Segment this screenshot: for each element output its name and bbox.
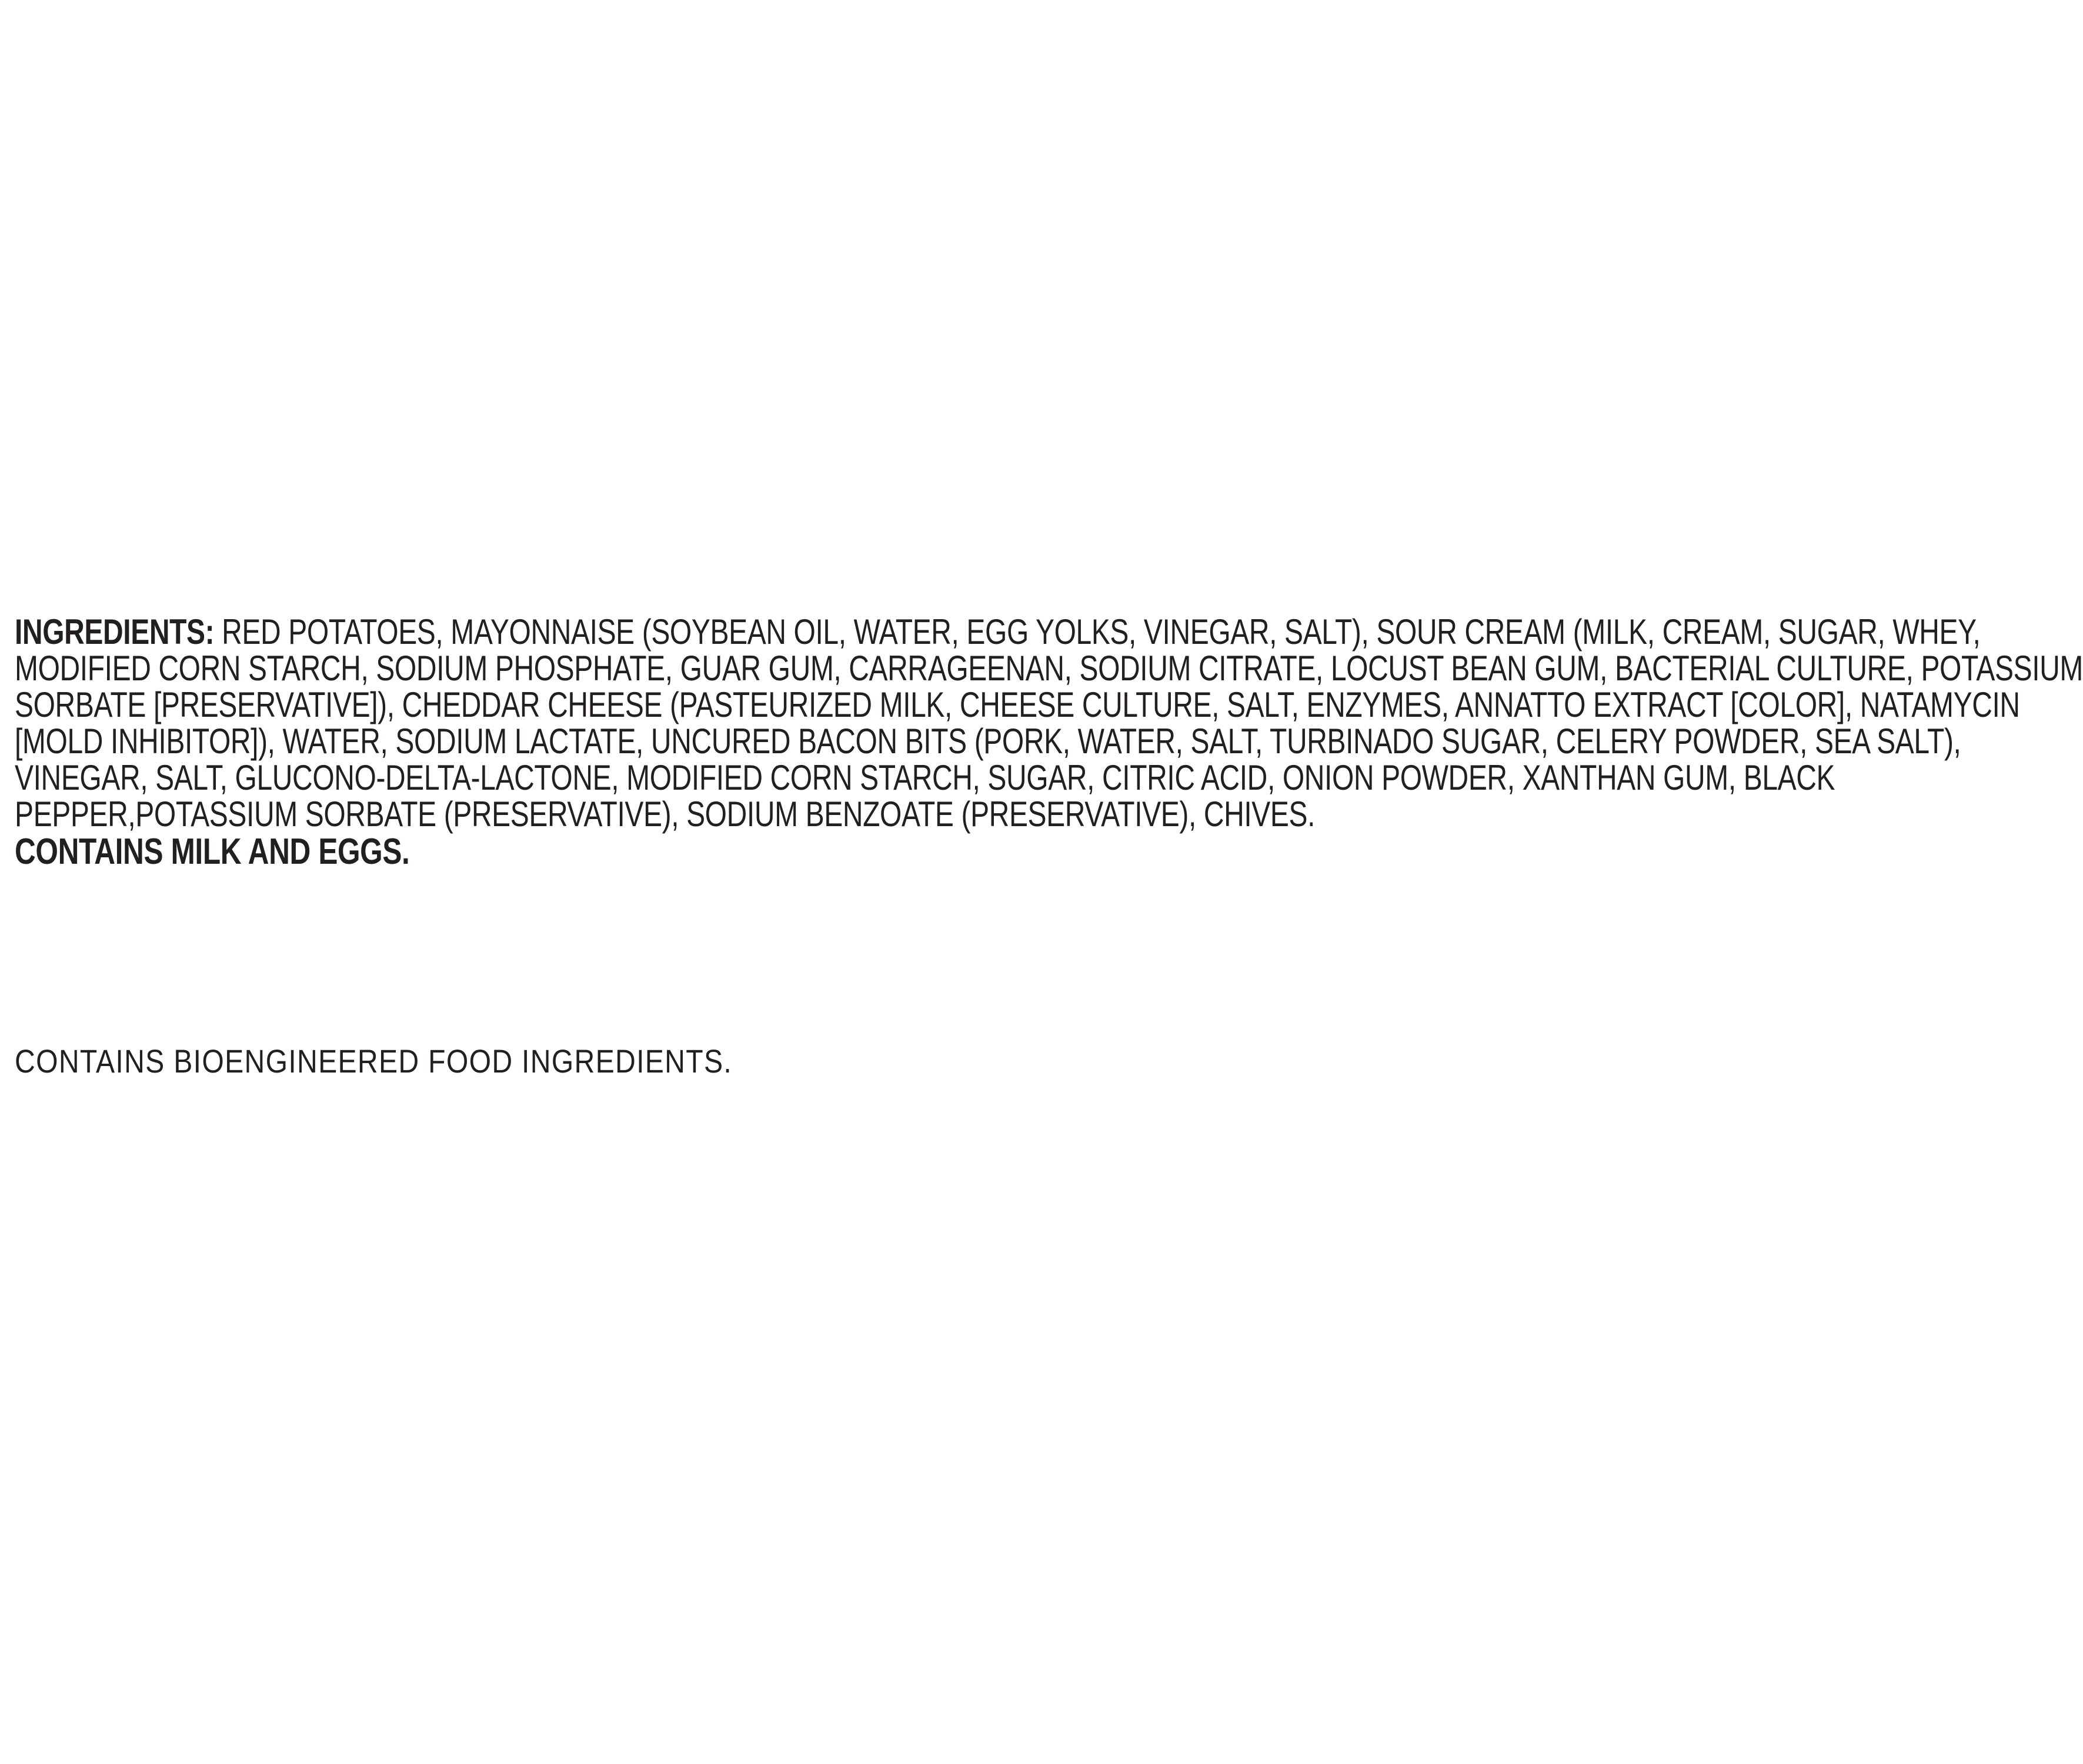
ingredients-line-6: PEPPER,POTASSIUM SORBATE (PRESERVATIVE), SODIUM BENZOATE (PRESERVATIVE), CHIVES. — [15, 794, 1316, 834]
ingredients-line-3: SORBATE [PRESERVATIVE]), CHEDDAR CHEESE (PASTEURIZED MILK, CHEESE CULTURE, SALT, ENZYMES, ANNATTO EXTRACT [COLOR], NATAMYCIN — [15, 685, 2020, 724]
ingredients-panel — [15, 612, 2083, 872]
ingredients-line-2: MODIFIED CORN STARCH, SODIUM PHOSPHATE, GUAR GUM, CARRAGEENAN, SODIUM CITRATE, LOCUST BEAN GUM, BACTERIAL CULTURE, POTASSIUM — [15, 649, 2083, 688]
bioengineered-disclosure: CONTAINS BIOENGINEERED FOOD INGREDIENTS. — [15, 1043, 733, 1080]
ingredients-line-1 — [15, 612, 1981, 652]
ingredients-line-5: VINEGAR, SALT, GLUCONO-DELTA-LACTONE, MODIFIED CORN STARCH, SUGAR, CITRIC ACID, ONION POWDER, XANTHAN GUM, BLACK — [15, 758, 1835, 797]
ingredients-text: RED POTATOES, MAYONNAISE (SOYBEAN OIL, WATER, EGG YOLKS, VINEGAR, SALT), SOUR CREAM (MILK, CREAM, SUGAR, WHEY, — [214, 612, 1981, 652]
ingredients-line-4: [MOLD INHIBITOR]), WATER, SODIUM LACTATE, UNCURED BACON BITS (PORK, WATER, SALT, TURBINADO SUGAR, CELERY POWDER, SEA SALT), — [15, 721, 1961, 761]
ingredients-heading: INGREDIENTS: — [15, 612, 215, 652]
allergen-statement: CONTAINS MILK AND EGGS. — [15, 831, 410, 872]
